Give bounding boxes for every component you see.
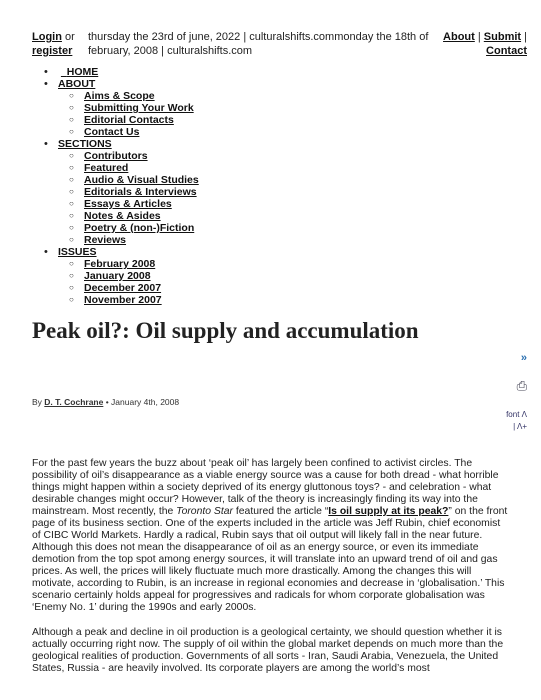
nav-submitting[interactable]: Submitting Your Work: [84, 102, 194, 114]
main-nav: [40, 66, 199, 306]
nav-sections: [40, 138, 199, 246]
nav-home-link[interactable]: [61, 66, 98, 78]
login-area: [32, 30, 86, 58]
sections-submenu: [58, 150, 199, 246]
about-submenu: [58, 90, 199, 138]
issues-submenu: [58, 258, 199, 306]
nav-aims-scope[interactable]: Aims & Scope: [84, 90, 155, 102]
top-links: [427, 30, 527, 58]
by-prefix: By: [32, 397, 42, 407]
separator: |: [524, 31, 527, 43]
nav-poetry[interactable]: Poetry & (non-)Fiction: [84, 222, 195, 234]
article-date: • January 4th, 2008: [105, 397, 180, 407]
font-size-controls: [497, 408, 527, 432]
paragraph: Although a peak and decline in oil production is a geological certainty, we should question whether it is actually occurring right now. The supply of oil within the global market depends on much more than the geological realities of production. Governments of all sorts - Iran, Saudi Arabia, Venezuela, the United States, Russia - are heavily involved. Its corporate players are among the world’s most: [32, 627, 504, 674]
nav-audio-visual[interactable]: Audio & Visual Studies: [84, 174, 199, 186]
article-tools: [497, 352, 527, 446]
nav-about: [40, 78, 199, 138]
paragraph-text: For the past few years the buzz about ‘peak oil’ has largely been confined to activist circles. The possibility of oil’s disappearance as a viable energy source was a cause for both dread - what horrible things might happen within a society deprived of its energy gluttonous toys? - and celebration - what desirable changes might occur? However, talk of the theory is increasingly finding its way into the mainstream. Most recently, the: [32, 458, 499, 517]
byline: [32, 397, 179, 407]
nav-featured[interactable]: Featured: [84, 162, 129, 174]
nav-contributors[interactable]: Contributors: [84, 150, 148, 162]
contact-link[interactable]: Contact: [486, 45, 527, 57]
dateline: thursday the 23rd of june, 2022 | culturalshifts.commonday the 18th of february, 2008 | culturalshifts.com: [88, 31, 429, 57]
nav-editorial-contacts[interactable]: Editorial Contacts: [84, 114, 174, 126]
nav-issue-nov-2007[interactable]: November 2007: [84, 294, 162, 306]
nav-home: [40, 66, 199, 78]
print-icon[interactable]: ⎙: [516, 378, 527, 393]
nav-contact-us[interactable]: Contact Us: [84, 126, 140, 138]
article-link[interactable]: Is oil supply at its peak?: [328, 506, 449, 517]
paragraph-text: ” on the front page of its business section. One of the experts included in the article was Jeff Rubin, chief economist of CIBC World Markets. Hardly a radical, Rubin says that oil output will likely fall in the near future. Although this does not mean the disappearance of oil as an energy source, or even its immediate demotion from the top spot among energy sources, it will translate into an upward trend of oil and gas prices. As well, the prices will likely fluctuate much more drastically. Among the changes this will motivate, according to Rubin, is an increase in regional economies and decrease in ‘globalisation.’ This scenario certainly holds appeal for progressives and radicals for whom corporate globalisation was ‘Enemy No. 1’ during the 1990s and early 2000s.: [32, 506, 508, 613]
nav-editorials[interactable]: Editorials & Interviews: [84, 186, 197, 198]
nav-issue-jan-2008[interactable]: January 2008: [84, 270, 151, 282]
login-link[interactable]: Login: [32, 31, 62, 43]
font-increase-button[interactable]: | Λ+: [513, 422, 527, 431]
article-body: [32, 458, 510, 688]
nav-home-label: HOME: [66, 66, 99, 78]
author-link[interactable]: D. T. Cochrane: [44, 397, 104, 407]
paragraph-text: featured the article “: [232, 506, 329, 517]
or-text: or: [65, 31, 75, 43]
nav-issue-dec-2007[interactable]: December 2007: [84, 282, 162, 294]
article-title: Peak oil?: Oil supply and accumulation: [32, 318, 419, 343]
nav-sections-link[interactable]: SECTIONS: [58, 138, 112, 150]
top-bar: [32, 30, 527, 58]
nav-issues: [40, 246, 199, 306]
about-link[interactable]: About: [443, 31, 475, 43]
comments-icon[interactable]: »: [520, 352, 527, 364]
publication-name: Toronto Star: [176, 506, 233, 517]
nav-reviews[interactable]: Reviews: [84, 234, 127, 246]
submit-link[interactable]: Submit: [483, 31, 522, 43]
separator: |: [477, 31, 481, 43]
nav-issues-link[interactable]: ISSUES: [58, 246, 97, 258]
nav-essays[interactable]: Essays & Articles: [84, 198, 172, 210]
register-link[interactable]: register: [32, 45, 73, 57]
font-decrease-button[interactable]: font Λ: [506, 410, 527, 419]
nav-notes[interactable]: Notes & Asides: [84, 210, 161, 222]
paragraph: [32, 458, 510, 614]
nav-about-link[interactable]: ABOUT: [58, 78, 96, 90]
nav-issue-feb-2008[interactable]: February 2008: [84, 258, 156, 270]
